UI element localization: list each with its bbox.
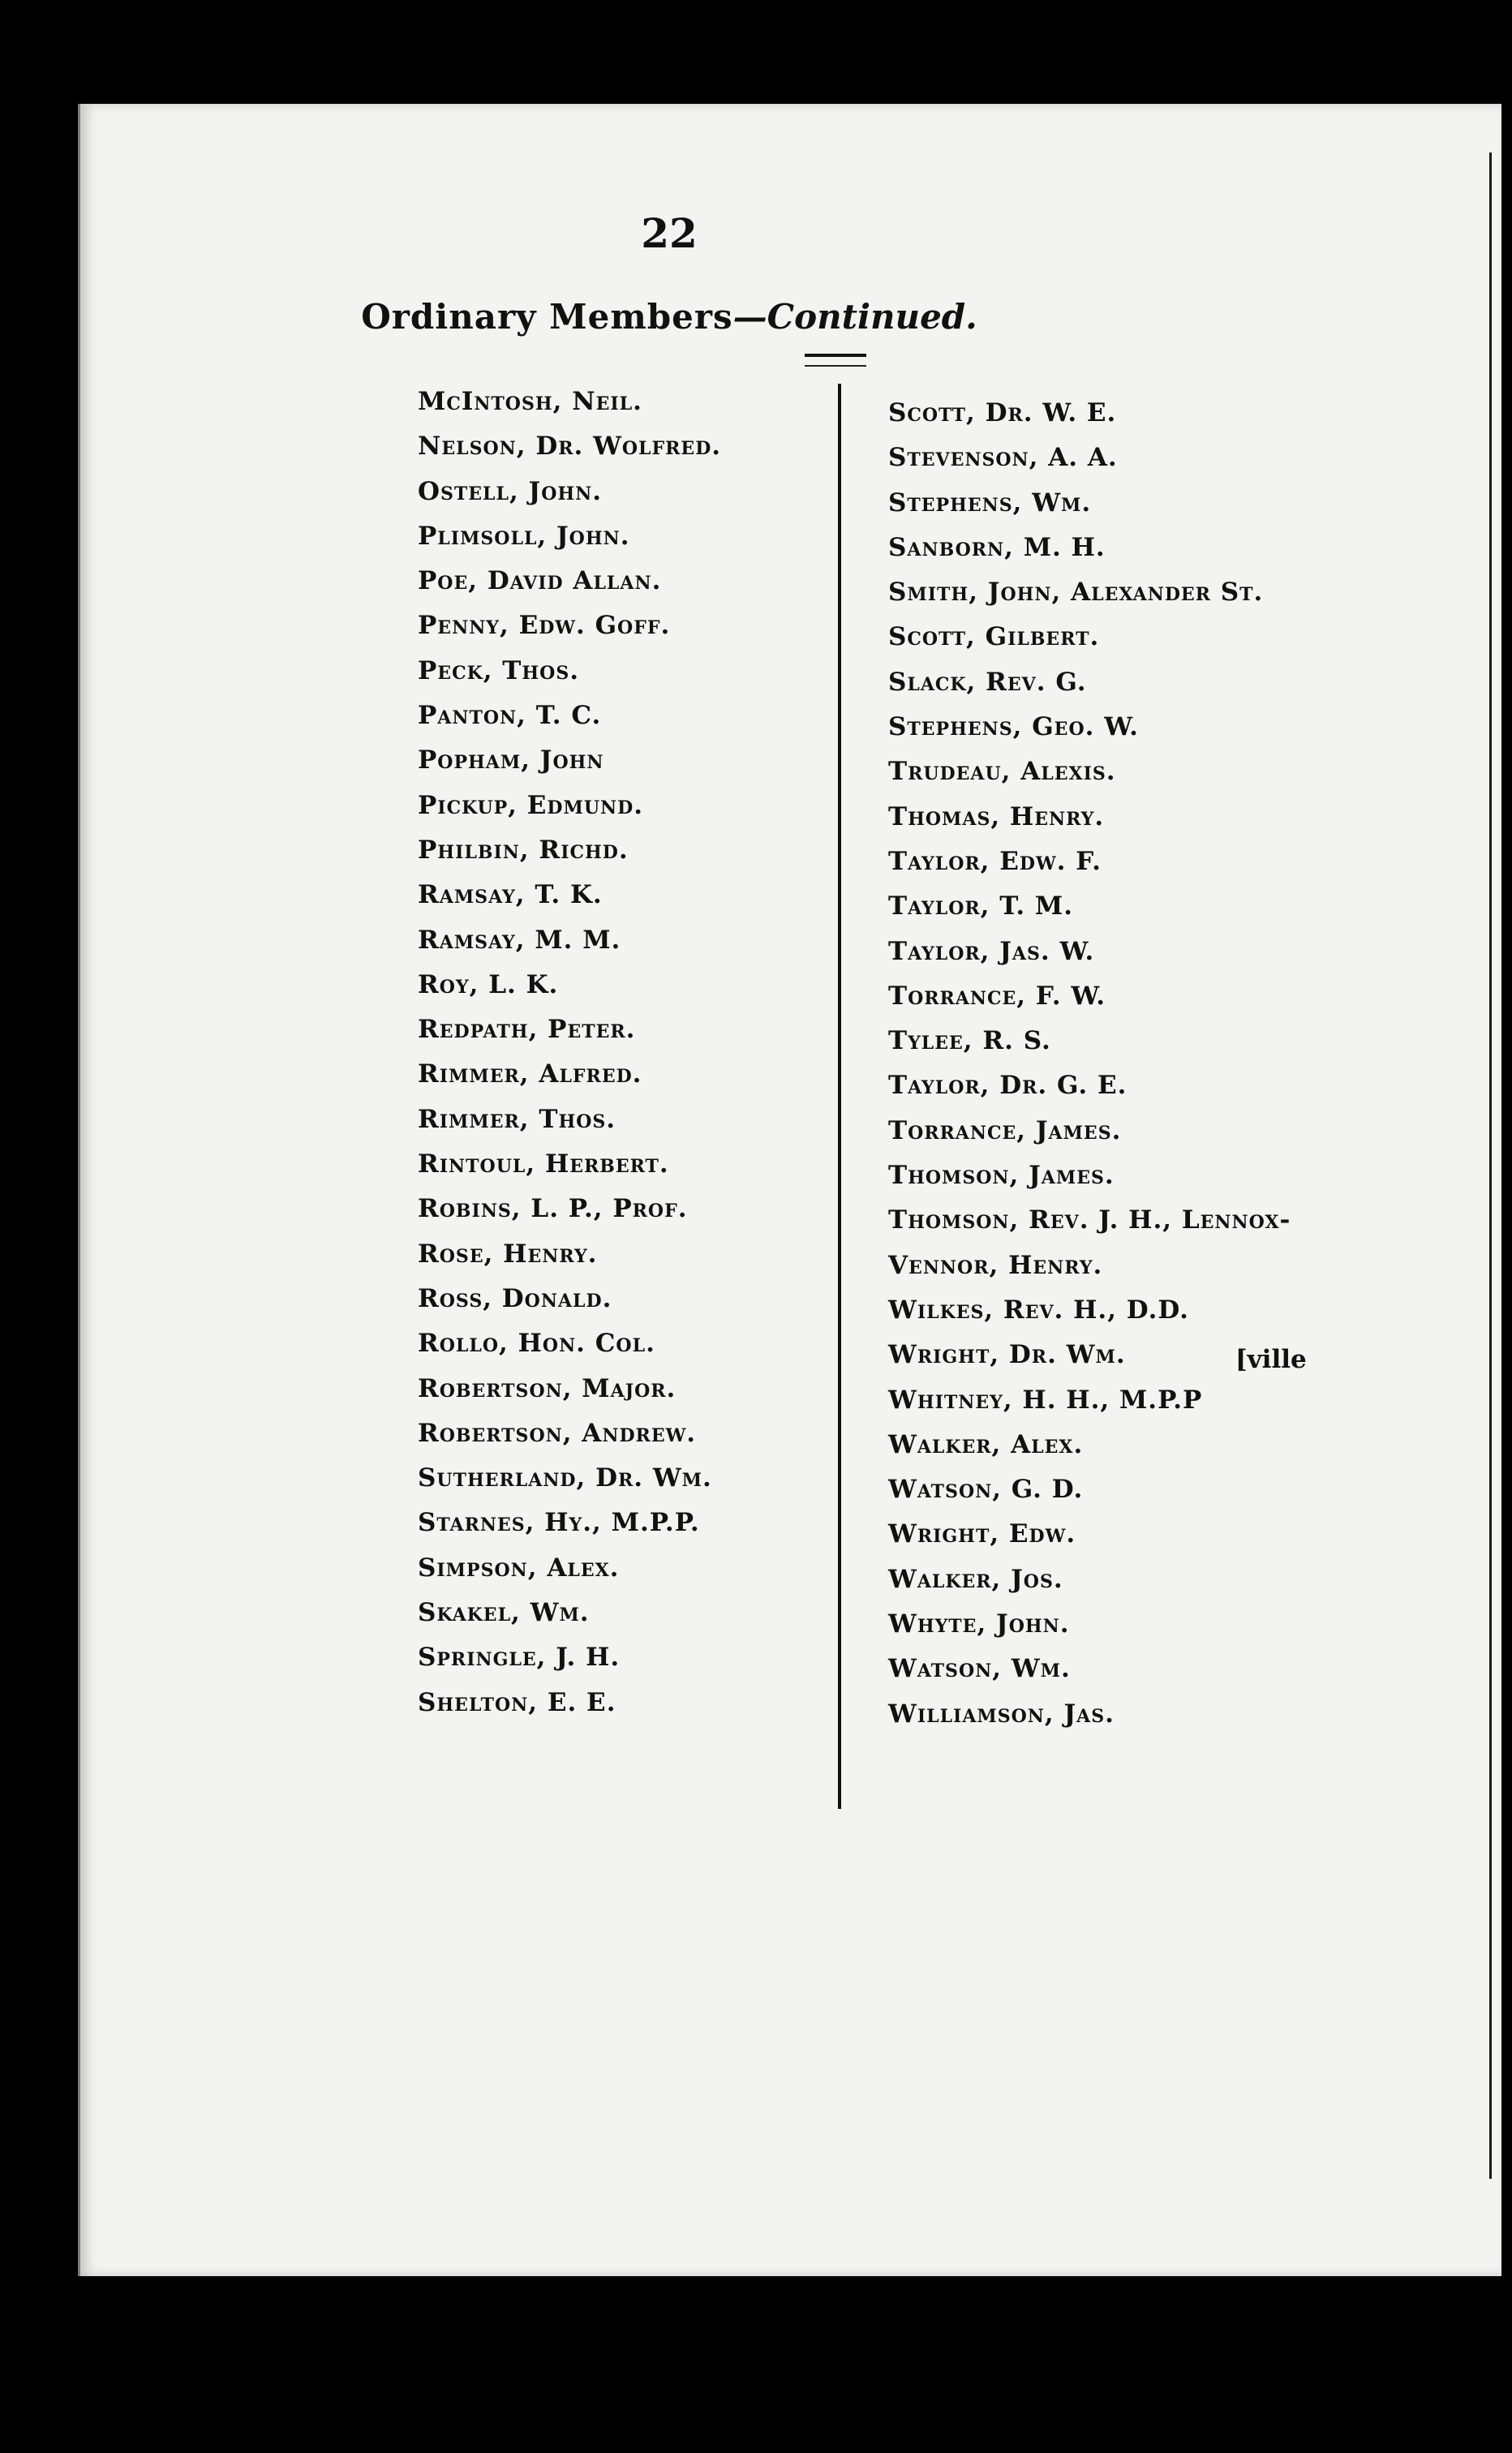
- right-member-list: [888, 391, 1291, 1737]
- member-entry: Slack, Rev. G.: [888, 667, 1087, 697]
- member-entry: Rimmer, Thos.: [418, 1104, 616, 1134]
- member-entry: Wilkes, Rev. H., D.D.: [888, 1295, 1189, 1325]
- member-entry: Williamson, Jas.: [888, 1699, 1115, 1729]
- member-entry: Philbin, Richd.: [418, 835, 629, 865]
- member-entry: Nelson, Dr. Wolfred.: [418, 432, 722, 462]
- member-entry: Whitney, H. H., M.P.P: [888, 1385, 1203, 1415]
- member-entry: Smith, John, Alexander St.: [888, 578, 1264, 608]
- member-entry: Rollo, Hon. Col.: [418, 1329, 655, 1359]
- member-entry: Taylor, Jas. W.: [888, 936, 1095, 966]
- member-entry: Taylor, Edw. F.: [888, 846, 1102, 876]
- member-entry: Sanborn, M. H.: [888, 532, 1106, 562]
- member-entry: Thomas, Henry.: [888, 801, 1105, 831]
- member-entry: Rintoul, Herbert.: [418, 1149, 669, 1179]
- member-entry: Starnes, Hy., M.P.P.: [418, 1508, 700, 1538]
- continuation-text: [ville: [1235, 1345, 1307, 1374]
- member-entry: Walker, Alex.: [888, 1429, 1084, 1459]
- member-entry: Stephens, Wm.: [888, 488, 1092, 518]
- member-entry: Springle, J. H.: [418, 1643, 621, 1673]
- document-page: [78, 104, 1501, 2276]
- member-entry: Walker, Jos.: [888, 1564, 1063, 1594]
- member-entry: Watson, Wm.: [888, 1654, 1071, 1684]
- heading-italic: —Continued.: [732, 297, 977, 337]
- member-entry: Plimsoll, John.: [418, 521, 630, 551]
- member-entry: Taylor, Dr. G. E.: [888, 1071, 1128, 1101]
- member-entry: Roy, L. K.: [418, 969, 559, 999]
- member-entry: Ramsay, M. M.: [418, 925, 621, 955]
- member-entry: Robins, L. P., Prof.: [418, 1194, 688, 1224]
- member-entry: Stevenson, A. A.: [888, 443, 1118, 473]
- member-entry: Redpath, Peter.: [418, 1015, 636, 1045]
- member-entry: Taylor, T. M.: [888, 891, 1074, 921]
- member-entry: Thomson, Rev. J. H., Lennox-: [888, 1205, 1291, 1235]
- member-entry: Wright, Edw.: [888, 1519, 1076, 1549]
- member-entry: Simpson, Alex.: [418, 1553, 620, 1583]
- member-entry: Vennor, Henry.: [888, 1250, 1103, 1280]
- member-entry: McIntosh, Neil.: [418, 387, 642, 416]
- heading-gothic: Ordinary Members: [361, 297, 733, 337]
- member-entry: Robertson, Andrew.: [418, 1418, 697, 1448]
- member-entry: Skakel, Wm.: [418, 1598, 590, 1628]
- member-entry: Thomson, James.: [888, 1161, 1115, 1191]
- section-heading: [0, 297, 1380, 337]
- member-entry: Ramsay, T. K.: [418, 880, 603, 910]
- member-entry: Torrance, James.: [888, 1115, 1122, 1145]
- member-entry: Scott, Gilbert.: [888, 622, 1100, 652]
- page-number: 22: [641, 209, 698, 257]
- member-entry: Penny, Edw. Goff.: [418, 611, 671, 641]
- column-divider: [838, 384, 841, 1809]
- heading-rule: [805, 354, 866, 357]
- member-entry: Rimmer, Alfred.: [418, 1059, 642, 1089]
- left-member-list: [418, 380, 721, 1725]
- heading-rule-thin: [805, 365, 866, 367]
- member-entry: Trudeau, Alexis.: [888, 757, 1116, 787]
- member-entry: Wright, Dr. Wm.: [888, 1340, 1126, 1370]
- member-entry: Torrance, F. W.: [888, 981, 1106, 1011]
- member-entry: Tylee, R. S.: [888, 1026, 1051, 1056]
- member-entry: Stephens, Geo. W.: [888, 712, 1139, 742]
- member-entry: Shelton, E. E.: [418, 1687, 616, 1717]
- member-entry: Whyte, John.: [888, 1609, 1070, 1639]
- member-entry: Peck, Thos.: [418, 655, 579, 685]
- member-entry: Robertson, Major.: [418, 1373, 677, 1403]
- member-entry: Scott, Dr. W. E.: [888, 398, 1117, 427]
- member-entry: Pickup, Edmund.: [418, 790, 643, 820]
- member-entry: Panton, T. C.: [418, 701, 602, 731]
- member-entry: Sutherland, Dr. Wm.: [418, 1463, 712, 1493]
- member-entry: Poe, David Allan.: [418, 566, 662, 596]
- page-edge: [1489, 153, 1492, 2179]
- member-entry: Ross, Donald.: [418, 1283, 612, 1313]
- member-entry: Watson, G. D.: [888, 1475, 1084, 1505]
- member-entry: Ostell, John.: [418, 476, 603, 506]
- member-entry: Popham, John: [418, 745, 604, 775]
- member-entry: Rose, Henry.: [418, 1239, 598, 1269]
